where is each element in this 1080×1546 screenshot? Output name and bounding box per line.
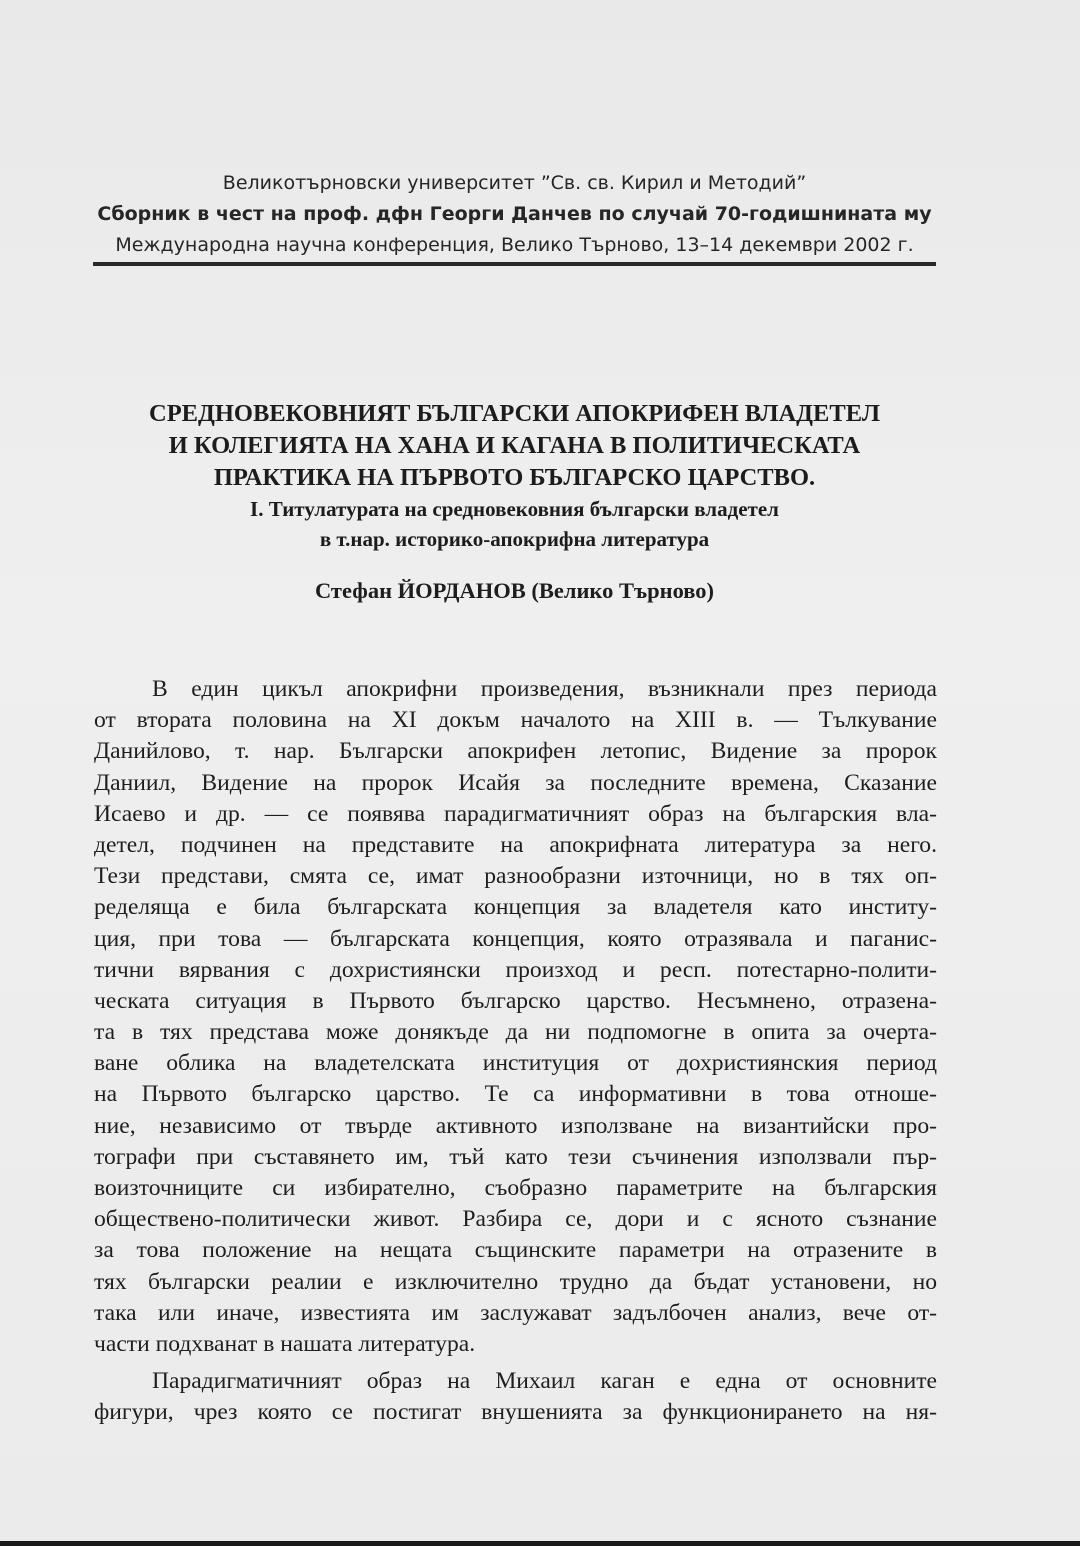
text-line: детел, подчинен на представите на апокрифната литература за него. [94, 831, 937, 858]
text-line: обществено-политически живот. Разбира се, дори и с ясното съзнание [94, 1206, 937, 1233]
author-line: Стефан ЙОРДАНОВ (Велико Търново) [314, 578, 715, 603]
text-line: за това положение на нещата същинските параметри на отразените в [94, 1237, 937, 1264]
text-line: Исаево и др. — се появява парадигматичният образ на българския вла- [94, 800, 937, 827]
page-bottom-edge [0, 1541, 1080, 1546]
title-line-3: ПРАКТИКА НА ПЪРВОТО БЪЛГАРСКО ЦАРСТВО. [213, 464, 816, 491]
text-line: ване облика на владетелската институция от дохристиянския период [94, 1050, 937, 1077]
text-line: Парадигматичният образ на Михаил каган е една от основните [152, 1368, 937, 1395]
text-line: ческата ситуация в Първото българско царство. Несъмнено, отразена- [94, 987, 937, 1014]
subtitle-line-1: I. Титулатурата на средновековния български владетел [250, 497, 779, 521]
university-line: Великотърновски университет ”Св. св. Кирил и Методий” [222, 172, 807, 194]
title-line-2: И КОЛЕГИЯТА НА ХАНА И КАГАНА В ПОЛИТИЧЕСКАТА [168, 432, 861, 459]
paragraph-2 [94, 1366, 937, 1428]
text-line: фигури, чрез която се постигат внушенията за функционирането на ня- [94, 1399, 937, 1426]
text-line: Тези представи, смята се, имат разнообразни източници, но в тях оп- [94, 863, 937, 890]
title-line-1: СРЕДНОВЕКОВНИЯТ БЪЛГАРСКИ АПОКРИФЕН ВЛАДЕТЕЛ [149, 400, 880, 427]
text-line: Данийлово, т. нар. Български апокрифен летопис, Видение за пророк [94, 738, 937, 765]
publication-header [92, 168, 937, 261]
subtitle-line-2: в т.нар. историко-апокрифна литература [319, 527, 710, 551]
text-line: части подхванат в нашата литература. [94, 1330, 476, 1357]
text-line: тични вярвания с дохристиянски произход и респ. потестарно-полити- [94, 956, 937, 983]
article-title [92, 398, 937, 554]
text-line: Даниил, Видение на пророк Исайя за последните времена, Сказание [94, 769, 937, 796]
article-body [94, 674, 937, 1429]
paragraph-1 [94, 674, 937, 1360]
text-line: тографи при съставянето им, тъй като тези съчинения използвали пър- [94, 1143, 937, 1170]
text-line: воизточниците си избирателно, съобразно параметрите на българския [94, 1175, 937, 1201]
text-line: така или иначе, известията им заслужават задълбочен анализ, вече от- [94, 1299, 937, 1326]
text-line: тях български реалии е изключително трудно да бъдат установени, но [94, 1268, 937, 1295]
text-line: ция, при това — българската концепция, която отразявала и паганис- [94, 925, 937, 952]
text-line: В един цикъл апокрифни произведения, възникнали през периода [152, 676, 937, 702]
text-line: та в тях представа може донякъде да ни подпомогне в опита за очерта- [94, 1019, 937, 1046]
header-rule [93, 262, 936, 266]
collection-title-line: Сборник в чест на проф. дфн Георги Данчев по случай 70-годишнината му [97, 203, 932, 225]
text-line: ние, независимо от твърде активното използване на византийски про- [94, 1112, 937, 1139]
text-line: ределяща е била българската концепция за владетеля като институ- [94, 894, 937, 921]
text-line: на Първото българско царство. Те са информативни в това отноше- [94, 1081, 937, 1108]
conference-line: Международна научна конференция, Велико Търново, 13–14 декември 2002 г. [115, 234, 914, 256]
text-line: от втората половина на XI докъм началото на XIII в. — Тълкувание [94, 707, 937, 734]
